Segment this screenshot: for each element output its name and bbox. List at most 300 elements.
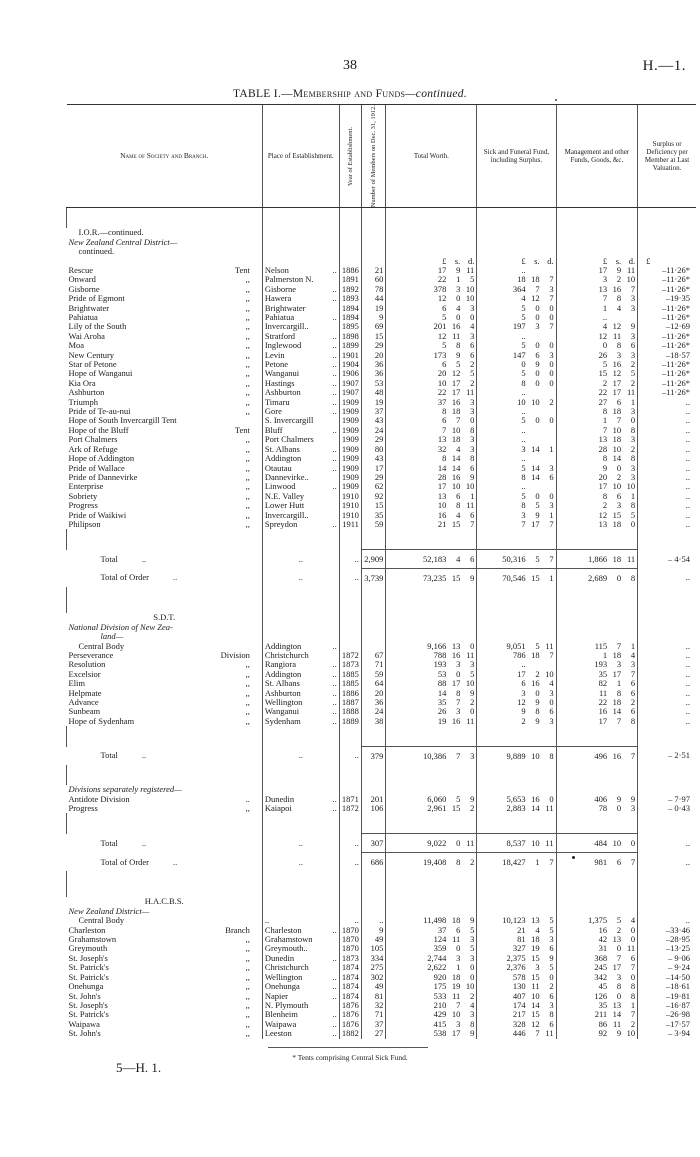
year-cell: 1904 — [339, 360, 361, 369]
mgmt-cell-p: 211 — [594, 1010, 608, 1020]
mgmt-cell-d: 7 — [630, 856, 636, 867]
mgmt-cell-s: 17 — [612, 378, 622, 388]
place-cell — [262, 322, 339, 331]
place-name: Pahiatua — [264, 313, 295, 323]
spacer-cell — [67, 813, 263, 834]
total-label: Total of Order — [100, 856, 149, 867]
mgmt-cell-s: 3 — [616, 972, 622, 982]
mgmt-cell-p: 7 — [602, 294, 608, 304]
empty-cell — [556, 897, 638, 906]
units-worth-d: d. — [467, 256, 475, 266]
worth-cell — [386, 834, 477, 853]
mgmt-cell-d: 2 — [630, 698, 636, 708]
place-cell — [262, 285, 339, 294]
place-name: Onehunga — [264, 982, 300, 992]
place-dots: .. — [332, 294, 337, 304]
year-cell: 1874 — [339, 963, 361, 972]
ditto-mark: ,, — [245, 1019, 250, 1029]
worth-cell-p: 6,060 — [427, 794, 447, 804]
table-row — [67, 660, 697, 669]
place-cell — [262, 275, 339, 284]
sick-cell-p: 130 — [512, 982, 526, 992]
sick-cell-s: 15 — [531, 572, 540, 583]
place-cell — [262, 853, 339, 872]
row-name — [67, 501, 263, 510]
worth-cell-d: 5 — [470, 369, 475, 379]
place-name: Brightwater — [264, 303, 306, 313]
place-dots: .. — [332, 925, 337, 935]
sick-cell-s: 9 — [535, 716, 540, 726]
place-dots: .. — [332, 707, 337, 717]
place-cell — [262, 707, 339, 716]
branch-name: New Century — [68, 350, 115, 360]
sick-cell — [477, 285, 556, 294]
worth-cell-s: 3 — [456, 284, 461, 294]
sick-cell-p: 50,316 — [502, 553, 526, 564]
empty-cell — [361, 257, 385, 266]
place-name: Ashburton — [264, 688, 301, 698]
year-cell: 1874 — [339, 992, 361, 1001]
worth-cell-d: 3 — [470, 407, 475, 417]
branch-name: Perseverance — [68, 650, 114, 660]
members-cell: 49 — [361, 935, 385, 944]
worth-cell-d: 0 — [470, 707, 475, 717]
empty-cell — [638, 228, 696, 237]
sick-cell-s: 0 — [535, 491, 540, 501]
mgmt-cell-s: 18 — [612, 698, 622, 708]
leader-dots: .. — [141, 837, 147, 848]
mgmt-cell — [556, 569, 638, 588]
sick-cell-d: 2 — [549, 982, 554, 992]
mgmt-cell-s: 6 — [616, 491, 622, 501]
mgmt-cell — [556, 1001, 638, 1010]
members-cell: 37 — [361, 407, 385, 416]
mgmt-cell-d: 0 — [630, 935, 636, 945]
place-dots: .. — [332, 369, 337, 379]
ditto-mark: ,, — [245, 982, 250, 992]
mgmt-cell-p: 31 — [598, 944, 608, 954]
spacer-row — [67, 871, 697, 897]
units-worth-s: s. — [454, 256, 461, 266]
members-cell: 59 — [361, 520, 385, 529]
sick-cell — [477, 1020, 556, 1029]
worth-cell-d: 9 — [470, 794, 475, 804]
mgmt-cell — [556, 266, 638, 275]
worth-cell — [386, 944, 477, 953]
surplus-cell: –28·95 — [638, 935, 696, 944]
surplus-cell: .. — [638, 660, 696, 669]
row-name — [67, 1001, 263, 1010]
worth-cell-s: 7 — [456, 750, 461, 761]
year-cell: 1909 — [339, 416, 361, 425]
worth-cell — [386, 1029, 477, 1038]
place-cell — [262, 416, 339, 425]
members-cell: 49 — [361, 982, 385, 991]
ditto-mark: ,, — [245, 698, 250, 708]
worth-cell-p: 14 — [437, 463, 447, 473]
empty-cell — [339, 613, 361, 622]
mgmt-cell — [556, 973, 638, 982]
mgmt-cell-d: 11 — [626, 553, 636, 564]
worth-cell — [386, 322, 477, 331]
sick-cell-p: .. — [521, 388, 526, 398]
worth-cell — [386, 717, 477, 726]
empty-cell — [339, 228, 361, 237]
units-sick-s: s. — [534, 256, 540, 266]
table-row — [67, 992, 697, 1001]
year-cell: 1886 — [339, 266, 361, 275]
surplus-cell: –16·87 — [638, 1001, 696, 1010]
place-name: Greymouth.. — [264, 944, 308, 954]
worth-cell-s: 18 — [451, 916, 461, 926]
mgmt-cell-d: 7 — [630, 963, 636, 973]
worth-cell-s: 4 — [456, 510, 461, 520]
spacer-cell — [67, 587, 263, 613]
units-worth — [386, 257, 477, 266]
ditto-mark: ,, — [245, 953, 250, 963]
row-name — [67, 926, 263, 935]
sick-cell — [477, 520, 556, 529]
worth-cell-d: 11 — [466, 716, 475, 726]
branch-name: Antidote Division — [68, 794, 130, 804]
mgmt-cell-d: 3 — [630, 435, 636, 445]
members-cell: 21 — [361, 266, 385, 275]
table-row — [67, 482, 697, 491]
branch-name: Pahiatua — [68, 313, 98, 323]
year-cell: 1909 — [339, 482, 361, 491]
mgmt-cell-d: 1 — [630, 1000, 636, 1010]
empty-cell — [556, 228, 638, 237]
worth-cell-s: 14 — [451, 454, 461, 464]
empty-cell — [67, 257, 263, 266]
sick-cell-d: 1 — [549, 444, 554, 454]
sick-cell-p: .. — [521, 454, 526, 464]
row-name — [67, 454, 263, 463]
ditto-mark: ,, — [245, 360, 250, 370]
empty-cell — [386, 632, 477, 641]
mgmt-cell-p: 8 — [602, 454, 608, 464]
mgmt-cell — [556, 407, 638, 416]
mgmt-cell-p: 17 — [598, 716, 608, 726]
worth-cell — [386, 795, 477, 804]
worth-cell — [386, 1020, 477, 1029]
row-name — [67, 834, 263, 853]
mgmt-cell-p: 406 — [594, 794, 608, 804]
worth-cell — [386, 482, 477, 491]
empty-cell — [262, 613, 339, 622]
worth-cell-d: 3 — [470, 750, 475, 761]
mgmt-cell-d: 6 — [630, 679, 636, 689]
table-row — [67, 313, 697, 322]
place-cell — [262, 834, 339, 853]
sick-cell — [477, 501, 556, 510]
worth-cell-p: 17 — [437, 265, 447, 275]
surplus-cell: –11·26* — [638, 313, 696, 322]
worth-cell — [386, 963, 477, 972]
mgmt-cell-s: 9 — [616, 265, 622, 275]
members-cell: 29 — [361, 473, 385, 482]
worth-cell — [386, 369, 477, 378]
place-dots: .. — [332, 1010, 337, 1020]
section-heading: New Zealand Central District— — [68, 237, 178, 247]
branch-name: Onward — [68, 275, 96, 285]
mgmt-cell — [556, 916, 638, 925]
empty-cell — [556, 613, 638, 622]
worth-cell — [386, 332, 477, 341]
worth-cell-p: 20 — [437, 369, 447, 379]
mgmt-cell-p: 16 — [598, 707, 608, 717]
row-name — [67, 407, 263, 416]
worth-cell-d: 3 — [470, 1010, 475, 1020]
table-row — [67, 322, 697, 331]
worth-cell — [386, 285, 477, 294]
table-row — [67, 689, 697, 698]
mgmt-cell — [556, 388, 638, 397]
worth-cell-d: 0 — [470, 963, 475, 973]
worth-cell-p: 37 — [437, 397, 447, 407]
sick-cell — [477, 322, 556, 331]
sick-cell — [477, 388, 556, 397]
mgmt-cell-d: 7 — [630, 669, 636, 679]
mgmt-cell-p: 11 — [598, 688, 608, 698]
mgmt-cell-p: 193 — [594, 660, 608, 670]
worth-cell-s: 10 — [451, 1010, 461, 1020]
empty-cell — [386, 897, 477, 906]
sick-cell-s: 14 — [531, 472, 540, 482]
spacer-cell — [638, 529, 696, 550]
place-dots: .. — [332, 482, 337, 492]
surplus-cell: .. — [638, 569, 696, 588]
sick-cell-s: 18 — [531, 275, 540, 285]
table-row — [67, 454, 697, 463]
table-row — [67, 520, 697, 529]
year-cell: 1909 — [339, 445, 361, 454]
table-row — [67, 464, 697, 473]
mgmt-cell — [556, 379, 638, 388]
table-title-suffix: —continued. — [405, 88, 468, 100]
year-cell: 1910 — [339, 511, 361, 520]
empty-cell — [386, 228, 477, 237]
place-name: Wellington — [264, 972, 303, 982]
worth-cell-s: 8 — [456, 341, 461, 351]
year-cell: 1910 — [339, 501, 361, 510]
sick-cell-s: 18 — [531, 650, 540, 660]
place-cell — [262, 973, 339, 982]
members-cell — [361, 642, 385, 651]
row-name — [67, 1010, 263, 1019]
members-cell: 67 — [361, 651, 385, 660]
place-cell — [262, 679, 339, 688]
surplus-cell: .. — [638, 407, 696, 416]
row-name — [67, 973, 263, 982]
mgmt-cell-s: 0 — [616, 991, 622, 1001]
sick-cell — [477, 804, 556, 813]
ditto-mark: ,, — [245, 397, 250, 407]
spacer-cell — [477, 871, 556, 897]
place-name: Addington — [264, 454, 302, 464]
worth-cell-d: 10 — [465, 284, 475, 294]
place-cell — [262, 266, 339, 275]
surplus-cell: .. — [638, 426, 696, 435]
worth-cell-p: 14 — [437, 688, 447, 698]
row-name — [67, 304, 263, 313]
empty-cell — [262, 623, 339, 632]
place-name: Waipawa — [264, 1019, 297, 1029]
table-row — [67, 501, 697, 510]
row-name — [67, 332, 263, 341]
row-name — [67, 689, 263, 698]
spacer-cell — [556, 208, 638, 229]
empty-cell — [339, 897, 361, 906]
sick-cell-p: 578 — [512, 972, 526, 982]
worth-cell-s: 6 — [456, 491, 461, 501]
leader-dots: .. — [298, 572, 303, 583]
section-heading: Divisions separately registered— — [68, 785, 182, 795]
branch-name: Pride of Dannevirke — [68, 472, 138, 482]
ditto-mark: ,, — [245, 1010, 250, 1020]
mgmt-cell-d: 11 — [626, 944, 636, 954]
row-name — [67, 982, 263, 991]
table-header-row — [67, 105, 697, 208]
year-cell: 1910 — [339, 492, 361, 501]
worth-cell — [386, 689, 477, 698]
year-cell — [339, 642, 361, 651]
sick-cell-p: 10 — [517, 397, 526, 407]
year-cell: 1886 — [339, 689, 361, 698]
place-name: Lower Hutt — [264, 501, 305, 511]
worth-cell-d: 6 — [470, 350, 475, 360]
sick-cell-p: 4 — [521, 294, 526, 304]
place-name: Gisborne — [264, 284, 297, 294]
place-cell — [262, 454, 339, 463]
members-cell: 19 — [361, 398, 385, 407]
sick-cell-p: 5 — [521, 491, 526, 501]
sick-cell-s: 17 — [531, 519, 540, 529]
worth-cell-p: 538 — [433, 1029, 447, 1039]
sick-cell-s: 13 — [531, 916, 540, 926]
sick-cell-s: 8 — [535, 707, 540, 717]
sick-cell-p: 10,123 — [502, 916, 526, 926]
members-cell: 71 — [361, 660, 385, 669]
sick-cell-s: 16 — [531, 794, 540, 804]
sick-cell-p: 9,889 — [506, 750, 526, 761]
leader-dots: .. — [173, 856, 178, 867]
members-cell: 27 — [361, 1029, 385, 1038]
empty-cell — [477, 228, 556, 237]
place-cell — [262, 689, 339, 698]
leader-dots: .. — [141, 750, 147, 761]
header-mgmt: Management and other Funds, Goods, &c. — [556, 105, 638, 208]
mgmt-cell-d: 0 — [630, 972, 636, 982]
sick-cell-s: 12 — [531, 294, 540, 304]
ditto-mark: ,, — [245, 369, 250, 379]
table-row — [67, 1020, 697, 1029]
mgmt-cell-p: 3 — [602, 275, 608, 285]
place-dots: .. — [332, 397, 337, 407]
mgmt-cell — [556, 550, 638, 569]
year-cell: .. — [339, 853, 361, 872]
place-dots: .. — [332, 679, 337, 689]
mgmt-cell-s: 10 — [612, 425, 622, 435]
empty-cell — [361, 785, 385, 794]
worth-cell-s: 4 — [456, 553, 461, 564]
sick-cell-p: 8 — [521, 501, 526, 511]
worth-cell-d: 0 — [470, 641, 475, 651]
surplus-cell: –18·61 — [638, 982, 696, 991]
year-cell: 1873 — [339, 954, 361, 963]
place-name: Stratford — [264, 331, 296, 341]
surplus-cell: –17·57 — [638, 1020, 696, 1029]
branch-name: Rescue — [68, 265, 94, 275]
surplus-cell: –11·26* — [638, 360, 696, 369]
worth-cell — [386, 747, 477, 766]
mgmt-cell — [556, 294, 638, 303]
worth-cell — [386, 341, 477, 350]
sick-cell-p: 18,427 — [502, 856, 526, 867]
branch-name: St. Patrick's — [68, 972, 109, 982]
sick-cell — [477, 332, 556, 341]
surplus-cell: .. — [638, 454, 696, 463]
table-row — [67, 1010, 697, 1019]
worth-cell — [386, 935, 477, 944]
mgmt-cell-p: 12 — [598, 331, 608, 341]
members-cell: 15 — [361, 332, 385, 341]
mgmt-cell-s: 18 — [612, 650, 622, 660]
empty-cell — [386, 238, 477, 247]
mgmt-cell — [556, 660, 638, 669]
year-cell: 1899 — [339, 341, 361, 350]
ditto-mark: ,, — [245, 669, 250, 679]
place-cell — [262, 926, 339, 935]
year-cell: 1885 — [339, 670, 361, 679]
table-row — [67, 379, 697, 388]
sick-cell-p: 2,376 — [506, 963, 526, 973]
empty-cell — [477, 907, 556, 916]
mgmt-cell-p: 35 — [598, 1000, 608, 1010]
sick-cell — [477, 473, 556, 482]
place-cell — [262, 388, 339, 397]
branch-name: St. John's — [68, 1029, 101, 1039]
year-cell: 1909 — [339, 464, 361, 473]
mgmt-cell-p: 2 — [602, 501, 608, 511]
sick-cell-p: 81 — [517, 935, 526, 945]
empty-cell — [361, 623, 385, 632]
sick-cell-s: 9 — [535, 360, 540, 370]
empty-cell — [477, 785, 556, 794]
surplus-cell: –18·57 — [638, 351, 696, 360]
worth-cell — [386, 916, 477, 925]
worth-cell-s: 9 — [456, 350, 461, 360]
worth-cell-s: 18 — [451, 435, 461, 445]
units-worth-p: £ — [442, 256, 447, 266]
sick-cell — [477, 435, 556, 444]
worth-cell-s: 3 — [456, 953, 461, 963]
year-cell: 1909 — [339, 435, 361, 444]
mgmt-cell-s: 3 — [616, 660, 622, 670]
ditto-mark: ,, — [245, 519, 250, 529]
mgmt-cell-s: 8 — [616, 341, 622, 351]
members-cell: 2,909 — [361, 550, 385, 569]
ditto-mark: ,, — [245, 284, 250, 294]
branch-name: Hope of South Invercargill Tent — [68, 416, 177, 426]
sick-cell-p: 147 — [512, 350, 526, 360]
surplus-cell: .. — [638, 416, 696, 425]
sick-cell-s: 14 — [531, 1000, 540, 1010]
empty-cell — [386, 785, 477, 794]
worth-cell — [386, 973, 477, 982]
ditto-mark: Tent — [234, 265, 250, 275]
mgmt-cell — [556, 944, 638, 953]
